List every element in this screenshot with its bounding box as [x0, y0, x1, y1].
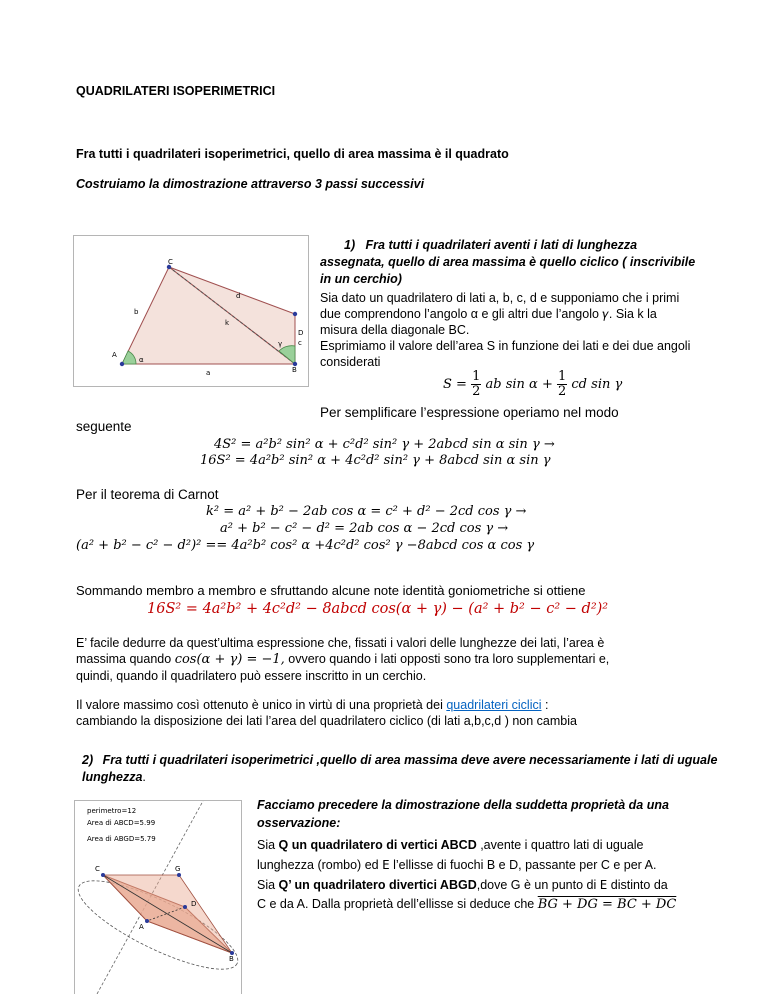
ellipse-symbol: E	[382, 857, 390, 872]
formula-area-lhs: 𝑆 =	[443, 377, 467, 392]
link-quadrilateri-ciclici[interactable]: quadrilateri ciclici	[446, 698, 542, 712]
deduce-line2-a: massima quando	[76, 652, 172, 666]
page-title: QUADRILATERI ISOPERIMETRICI	[76, 84, 276, 98]
simplify-text: Per semplificare l’espressione operiamo nel modo	[320, 405, 619, 420]
step2-line2-a: lunghezza (rombo) ed	[257, 858, 383, 872]
rhombus-label-C: C	[95, 865, 100, 873]
equation-carnot-2: 𝑎² + 𝑏² − 𝑐² − 𝑑² = 2𝑎𝑏 cos 𝛼 − 2𝑐𝑑 cos 𝛾 →	[220, 521, 509, 536]
sum-text: Sommando membro a membro e sfruttando alcune note identità goniometriche si ottiene	[76, 583, 586, 598]
step2-heading-end: .	[142, 770, 146, 784]
deduce-line2-b: ovvero quando i lati opposti sono tra loro supplementari e,	[284, 652, 610, 666]
rhombus-label-D: D	[191, 900, 197, 908]
perimetro-label: perimetro=12	[87, 807, 137, 815]
figure-quadrilateral	[73, 235, 309, 387]
equation-4S2: 4𝑆² = 𝑎²𝑏² sin² 𝛼 + 𝑐²𝑑² sin² 𝛾 + 2𝑎𝑏𝑐𝑑 sin 𝛼 sin 𝛾 →	[214, 437, 555, 452]
label-B: B	[292, 366, 297, 374]
step2-line2-b: l’ellisse di fuochi B e D, passante per C e per A.	[389, 858, 657, 872]
carnot-text: Per il teorema di Carnot	[76, 487, 219, 502]
step2-line3-c: ,dove G è un punto di	[476, 878, 600, 892]
observation-heading: Facciamo precedere la dimostrazione della suddetta proprietà da una osservazione:	[257, 798, 669, 830]
quadrilateral-Q-prime: Q’ un quadrilatero divertici ABGD	[278, 878, 477, 892]
label-c: c	[298, 339, 302, 347]
step2-heading-text: Fra tutti i quadrilateri isoperimetrici ,quello di area massima deve avere necessariamente i lati di uguale lunghezza	[82, 753, 718, 784]
ellipse-symbol-2: E	[599, 877, 608, 892]
rhombus-label-G: G	[175, 865, 181, 873]
figure-rhombus	[74, 800, 242, 994]
step2-heading	[82, 752, 722, 786]
label-alpha: α	[139, 356, 144, 364]
frac-den-1: 2	[472, 384, 481, 399]
frac-num-1: 1	[472, 369, 481, 384]
step1-para1: Sia dato un quadrilatero di lati a, b, c, d e supponiamo che i primi due comprendono l’angolo α e gli altri due l’angolo 𝛾. Sia k la misura della diagonale BC.	[320, 291, 680, 337]
deduce-cos-condition: cos(𝛼 + 𝛾) = −1,	[174, 652, 285, 667]
step2-line2	[257, 855, 717, 875]
step1-para2: Esprimiamo il valore dell’area S in funzione dei lati e dei due angoli considerati	[320, 339, 691, 369]
deduce-line3: quindi, quando il quadrilatero può essere inscritto in un cerchio.	[76, 669, 427, 683]
area-abcd-label: Area di ABCD=5.99	[87, 819, 156, 827]
label-d: d	[236, 292, 241, 300]
step2-line1-a: Sia	[257, 838, 279, 852]
rhombus-label-A: A	[139, 923, 144, 931]
frac-num-2: 1	[557, 369, 567, 384]
step2-paragraph	[257, 836, 717, 914]
deduce-line1: E’ facile dedurre da quest’ultima espressione che, fissati i valori delle lunghezze dei lati, l’area è	[76, 636, 605, 650]
step2-line4-a: C e da A. Dalla proprietà dell’ellisse si deduce che	[257, 897, 538, 911]
step2-line1	[257, 836, 717, 855]
label-D: D	[298, 329, 304, 337]
ellipse-property-formula: BG + DG = BC + DC	[537, 897, 677, 912]
deduce-line2	[76, 651, 696, 668]
label-A: A	[112, 351, 117, 359]
unique-line1-b: :	[541, 698, 549, 712]
label-k: k	[225, 319, 230, 327]
unique-paragraph	[76, 697, 696, 729]
step1-heading-text: Fra tutti i quadrilateri aventi i lati di lunghezza assegnata, quello di area massima è quello ciclico ( inscrivibile in un cerchio)	[320, 238, 696, 286]
rhombus-label-B: B	[229, 955, 234, 963]
simplify-text-cont: seguente	[76, 419, 132, 434]
step2-number: 2)	[82, 753, 94, 767]
equation-carnot-1: 𝑘² = 𝑎² + 𝑏² − 2𝑎𝑏 cos 𝛼 = 𝑐² + 𝑑² − 2𝑐𝑑 cos 𝛾 →	[206, 504, 527, 519]
step2-line3	[257, 875, 717, 895]
theorem-statement: Fra tutti i quadrilateri isoperimetrici, quello di area massima è il quadrato	[76, 147, 509, 161]
step2-line3-a: Sia	[257, 878, 279, 892]
intro-text: Costruiamo la dimostrazione attraverso 3 passi successivi	[76, 177, 425, 191]
area-abgd-label: Area di ABGD=5.79	[87, 835, 156, 843]
equation-final: 16𝑆² = 4𝑎²𝑏² + 4𝑐²𝑑² − 8𝑎𝑏𝑐𝑑 cos(𝛼 + 𝛾) − (𝑎² + 𝑏² − 𝑐² − 𝑑²)²	[147, 601, 609, 617]
formula-area-end: 𝑐𝑑 sin 𝛾	[571, 377, 623, 392]
step2-line1-c: ,avente i quattro lati di uguale	[476, 838, 644, 852]
step1-heading	[320, 237, 700, 288]
label-gamma: γ	[278, 340, 283, 348]
step2-line3-d: distinto da	[607, 878, 668, 892]
formula-area-mid: 𝑎𝑏 sin 𝛼 +	[485, 377, 553, 392]
deduce-paragraph	[76, 635, 696, 684]
unique-line1	[76, 697, 696, 713]
unique-line1-a: Il valore massimo così ottenuto è unico in virtù di una proprietà dei	[76, 698, 447, 712]
label-a: a	[206, 369, 211, 377]
step2-line4	[257, 895, 717, 914]
frac-den-2: 2	[557, 384, 567, 399]
figure-rhombus-svg	[75, 801, 241, 994]
unique-line2: cambiando la disposizione dei lati l’area del quadrilatero ciclico (di lati a,b,c,d ) non cambia	[76, 714, 577, 728]
step1-number: 1)	[344, 238, 356, 252]
equation-carnot-3: (𝑎² + 𝑏² − 𝑐² − 𝑑²)² == 4𝑎²𝑏² cos² 𝛼 +4𝑐²𝑑² cos² 𝛾 −8𝑎𝑏𝑐𝑑 cos 𝛼 cos 𝛾	[76, 538, 535, 553]
quadrilateral-Q: Q un quadrilatero di vertici ABCD	[278, 838, 477, 852]
formula-area	[443, 370, 622, 399]
figure-quadrilateral-svg	[74, 236, 308, 386]
equation-16S2: 16𝑆² = 4𝑎²𝑏² sin² 𝛼 + 4𝑐²𝑑² sin² 𝛾 + 8𝑎𝑏𝑐𝑑 sin 𝛼 sin 𝛾	[200, 453, 551, 468]
label-b: b	[134, 308, 139, 316]
label-C: C	[168, 258, 173, 266]
